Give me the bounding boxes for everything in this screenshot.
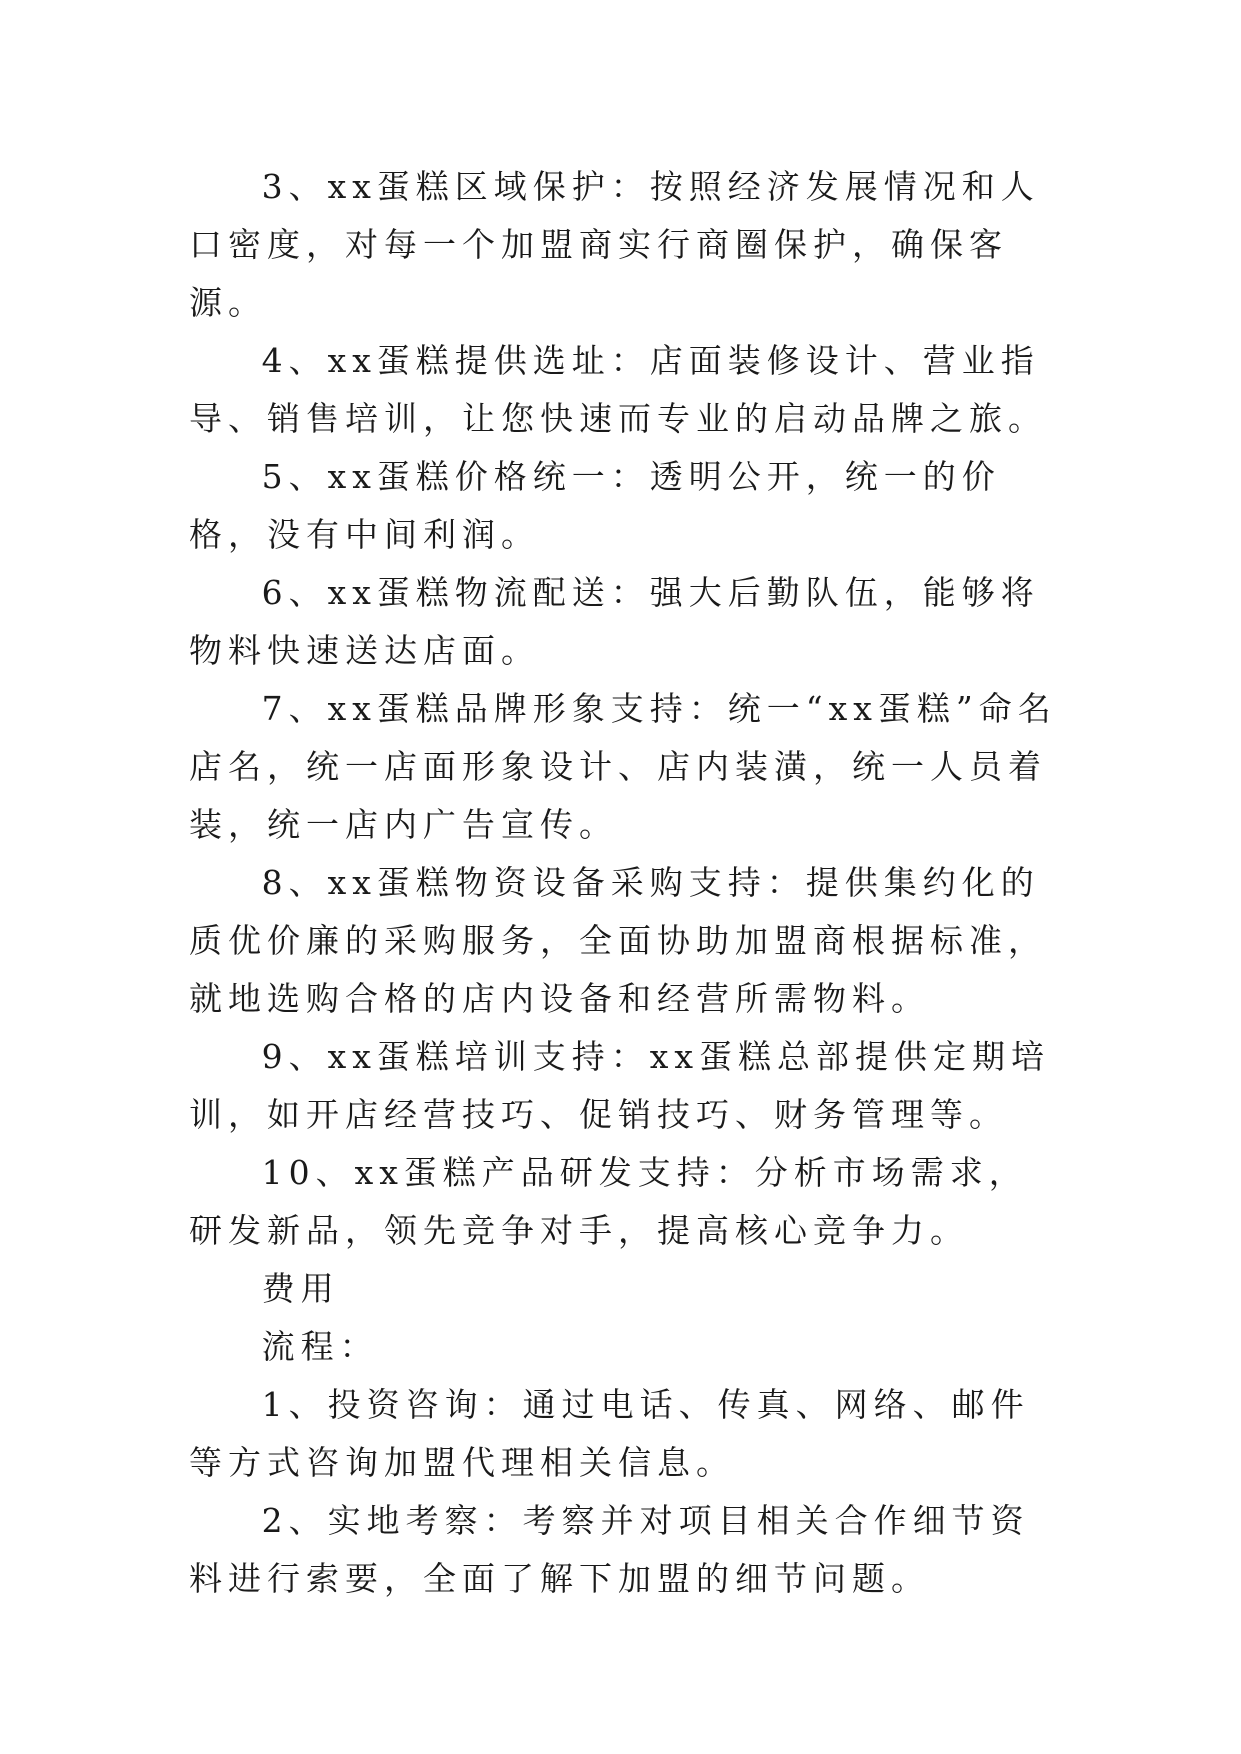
process-step-2-site-visit: 2、实地考察：考察并对项目相关合作细节资料进行索要，全面了解下加盟的细节问题。 — [189, 1501, 1030, 1598]
process-step-1-inquiry: 1、投资咨询：通过电话、传真、网络、邮件等方式咨询加盟代理相关信息。 — [189, 1385, 1030, 1482]
paragraph-item-7-brand-image: 7、xx蛋糕品牌形象支持：统一“xx蛋糕”命名店名，统一店面形象设计、店内装潢，统一人员着装，统一店内广告宣传。 — [189, 689, 1057, 844]
paragraph-item-9-training: 9、xx蛋糕培训支持：xx蛋糕总部提供定期培训，如开店经营技巧、促销技巧、财务管理等。 — [189, 1037, 1051, 1134]
section-heading-process: 流程： — [261, 1327, 379, 1366]
paragraph-item-5-unified-price: 5、xx蛋糕价格统一：透明公开，统一的价格，没有中间利润。 — [189, 457, 1001, 554]
section-heading-fees: 费用 — [261, 1269, 340, 1308]
paragraph-item-10-rnd: 10、xx蛋糕产品研发支持：分析市场需求，研发新品，领先竞争对手，提高核心竞争力。 — [189, 1153, 1028, 1250]
paragraph-item-8-procurement: 8、xx蛋糕物资设备采购支持：提供集约化的质优价廉的采购服务，全面协助加盟商根据标准，就地选购合格的店内设备和经营所需物料。 — [189, 863, 1047, 1018]
paragraph-item-4-site-selection: 4、xx蛋糕提供选址：店面装修设计、营业指导、销售培训，让您快速而专业的启动品牌之旅。 — [189, 341, 1047, 438]
paragraph-item-3-region-protection: 3、xx蛋糕区域保护：按照经济发展情况和人口密度，对每一个加盟商实行商圈保护，确保客源。 — [189, 167, 1040, 322]
paragraph-item-6-logistics: 6、xx蛋糕物流配送：强大后勤队伍，能够将物料快速送达店面。 — [189, 573, 1040, 670]
document-body — [189, 158, 1061, 1608]
